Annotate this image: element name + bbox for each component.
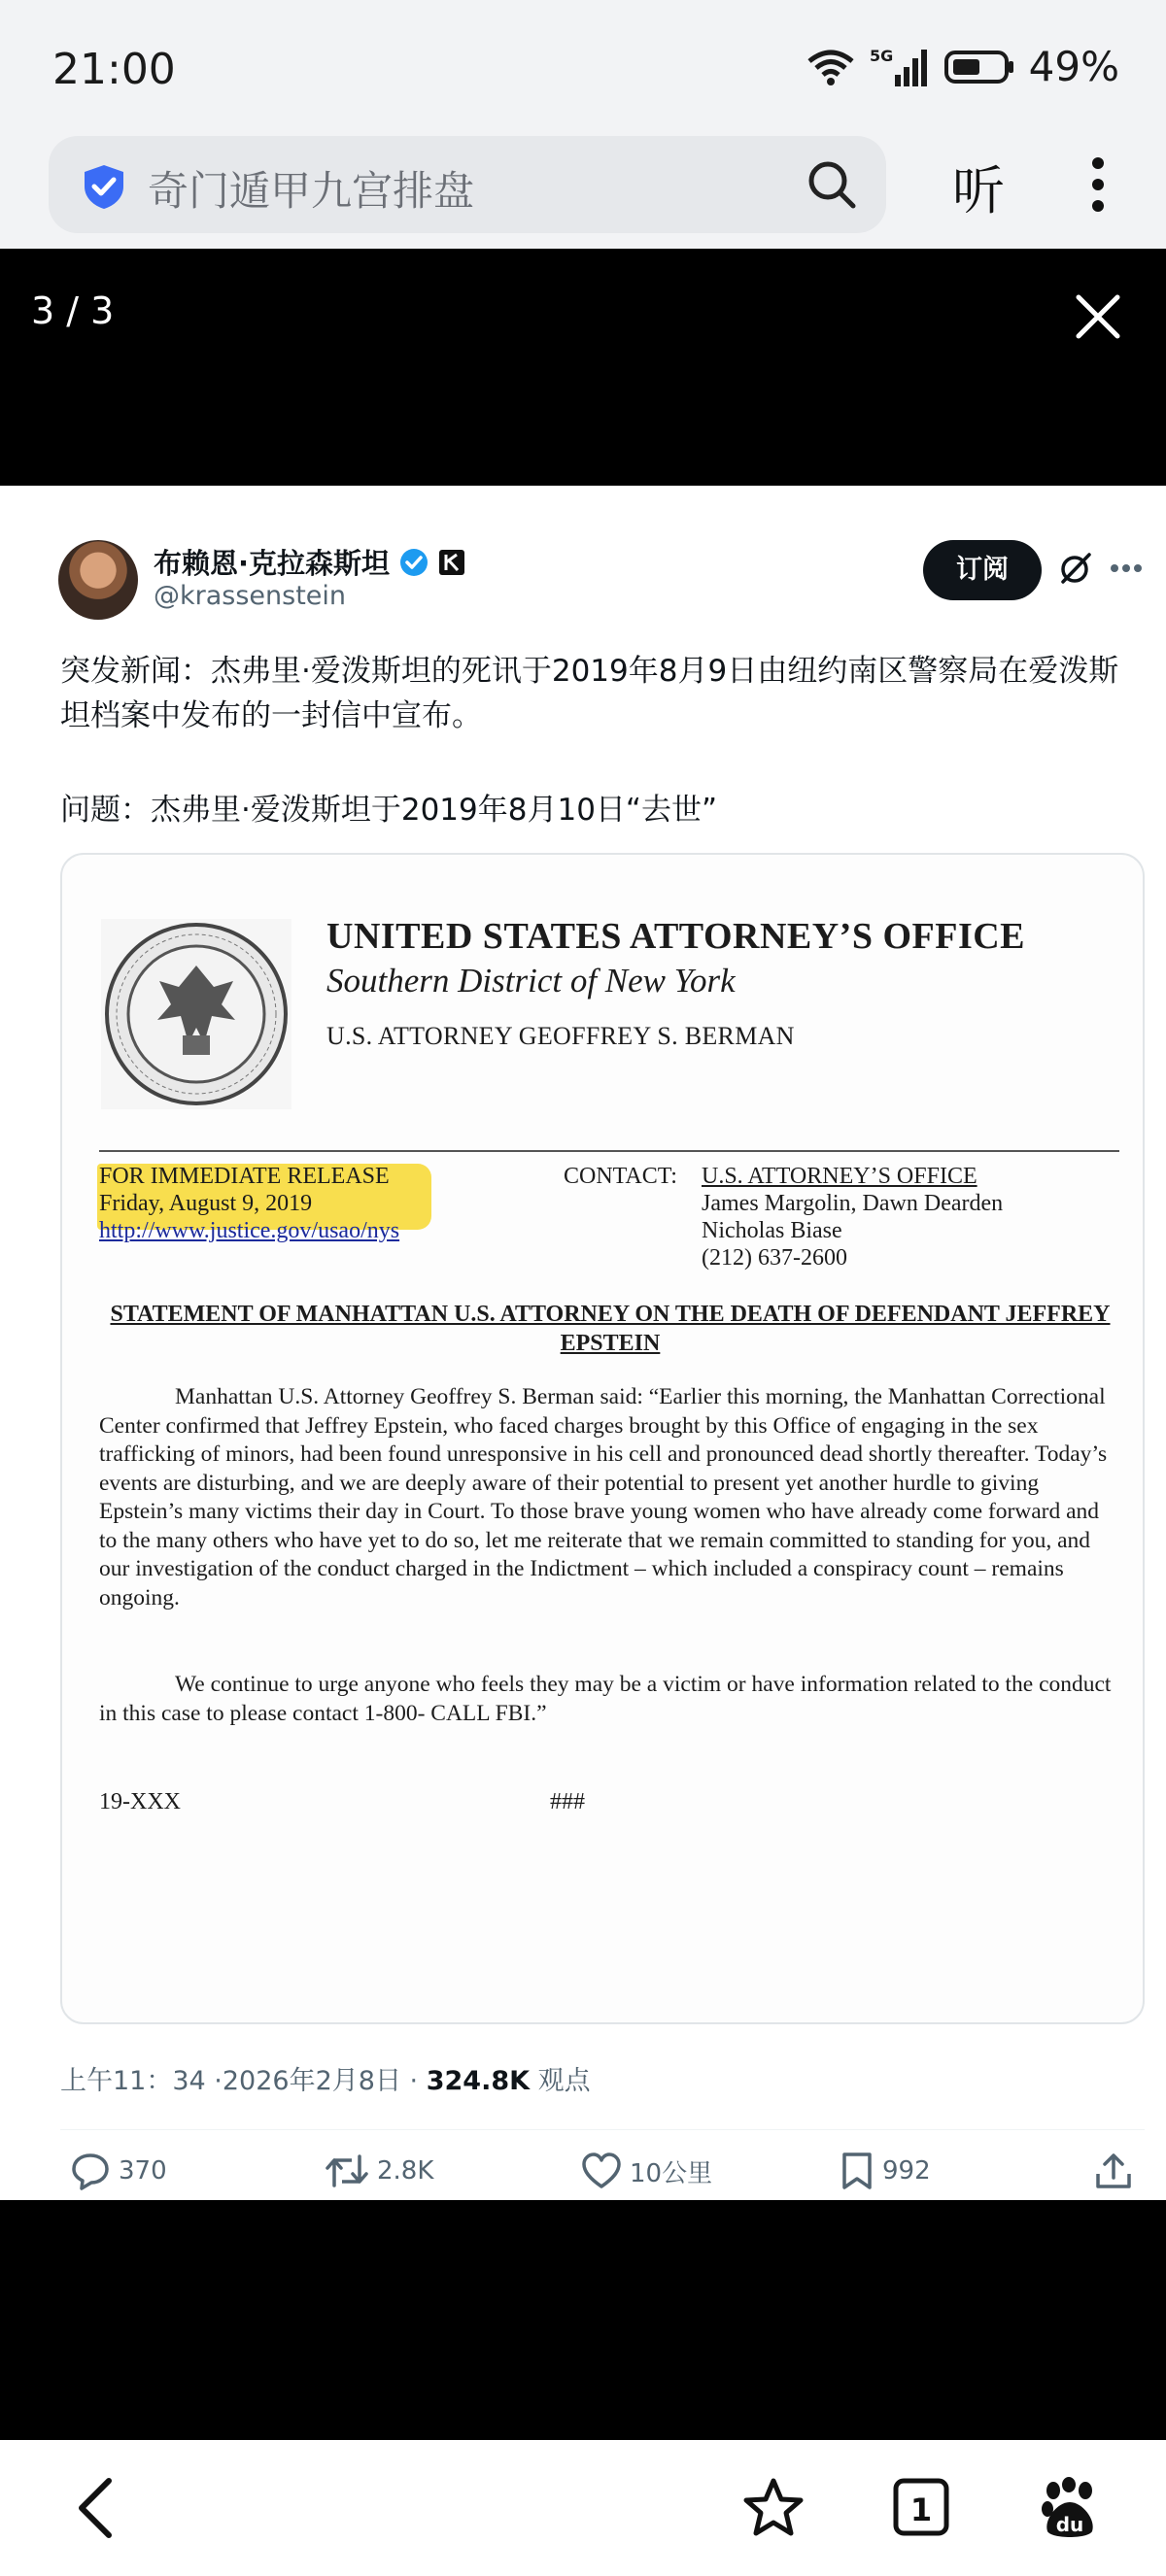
tweet-timestamp[interactable]: 上午11：34 ·2026年2月8日 · [60, 2066, 427, 2096]
cellular-signal-icon [870, 46, 930, 88]
contact-phone: (212) 637-2600 [702, 1245, 847, 1271]
battery-percent: 49% [1028, 43, 1119, 90]
reply-icon [70, 2151, 111, 2191]
statement-paragraph: We continue to urge anyone who feels they may be a victim or have information related to the conduct in this case to please contact 1-800- CALL FBI.” [99, 1672, 1112, 1726]
search-bar[interactable] [49, 136, 886, 233]
star-icon[interactable] [742, 2477, 805, 2539]
divider [99, 1150, 1119, 1152]
svg-text:du: du [1055, 2513, 1084, 2536]
retweet-count: 2.8K [377, 2156, 434, 2186]
release-date: Friday, August 9, 2019 [99, 1191, 313, 1216]
baidu-paw-icon[interactable] [1040, 2477, 1100, 2539]
svg-text:1: 1 [909, 2491, 933, 2528]
contact-office: U.S. ATTORNEY’S OFFICE [702, 1164, 977, 1189]
divider [60, 2129, 1145, 2130]
bookmark-button[interactable] [840, 2151, 931, 2191]
view-label: 观点 [530, 2066, 591, 2096]
status-icons [806, 43, 1119, 90]
shield-icon [82, 163, 126, 210]
bookmark-count: 992 [882, 2156, 931, 2186]
image-counter: 3 / 3 [31, 289, 115, 332]
grok-icon[interactable] [1059, 552, 1092, 585]
release-reference: 19-XXX [99, 1789, 181, 1814]
attached-document-image[interactable] [60, 853, 1145, 2024]
share-button[interactable] [1094, 2151, 1133, 2191]
contact-label: CONTACT: [564, 1164, 677, 1189]
reply-button[interactable] [70, 2151, 167, 2191]
author-handle[interactable]: @krassenstein [154, 581, 347, 611]
tweet-more-icon[interactable] [1110, 563, 1143, 573]
reply-count: 370 [119, 2156, 167, 2186]
verified-badge-icon [399, 548, 429, 577]
tweet-meta [60, 2059, 591, 2097]
search-query[interactable]: 奇门遁甲九宫排盘 [148, 167, 475, 215]
share-icon [1094, 2151, 1133, 2191]
tweet-question: 问题：杰弗里·爱泼斯坦于2019年8月10日“去世” [60, 793, 718, 828]
like-button[interactable] [581, 2151, 712, 2191]
view-count: 324.8K [426, 2066, 531, 2096]
attorney-line: U.S. ATTORNEY GEOFFREY S. BERMAN [326, 1022, 795, 1050]
office-subtitle: Southern District of New York [326, 962, 736, 1000]
doj-seal-icon [101, 919, 292, 1109]
like-count: 10公里 [630, 2158, 713, 2188]
heart-icon [581, 2151, 622, 2191]
status-bar [0, 0, 1166, 117]
listen-button[interactable]: 听 [952, 160, 1005, 221]
close-icon[interactable] [1073, 291, 1123, 342]
statement-paragraph: Manhattan U.S. Attorney Geoffrey S. Berman said: “Earlier this morning, the Manhattan Correctional Center confirmed that Jeffrey Epstein, who faced charges brought by this Office of engaging in the sex trafficking of minors, had been found unresponsive in his cell and pronounced dead shortly thereafter. Today’s events are disturbing, and we are deeply aware of their potential to present yet another hurdle to giving Epstein’s many victims their day in Court. To those brave young women who have already come forward and to the many others who have yet to do so, let me reiterate that we remain committed to standing for you, and our investigation of the conduct charged in the Indictment – which included a conspiracy count – remains ongoing. [99, 1384, 1108, 1610]
author-name[interactable]: 布赖恩·克拉森斯坦 [154, 547, 391, 580]
status-time: 21:00 [52, 45, 176, 94]
author-row[interactable] [154, 542, 465, 582]
tweet-actions [0, 2151, 1166, 2199]
more-options-icon[interactable] [1088, 155, 1108, 214]
tabs-icon[interactable] [892, 2477, 950, 2537]
retweet-button[interactable] [325, 2151, 433, 2191]
wifi-icon [806, 48, 856, 86]
release-url: http://www.justice.gov/usao/nys [99, 1218, 400, 1243]
office-title: UNITED STATES ATTORNEY’S OFFICE [326, 916, 1026, 957]
retweet-icon [325, 2151, 369, 2191]
affiliate-badge-icon [438, 549, 465, 576]
image-viewer-header [0, 249, 1166, 486]
contact-name: Nicholas Biase [702, 1218, 842, 1243]
svg-text:5G: 5G [869, 46, 893, 65]
release-line: FOR IMMEDIATE RELEASE [99, 1164, 390, 1189]
browser-chrome [0, 0, 1166, 249]
bookmark-icon [840, 2151, 874, 2191]
browser-bottom-nav [0, 2440, 1166, 2576]
statement-title: STATEMENT OF MANHATTAN U.S. ATTORNEY ON THE DEATH OF DEFENDANT JEFFREY EPSTEIN [110, 1302, 1111, 1356]
avatar[interactable] [58, 540, 138, 620]
subscribe-button[interactable]: 订阅 [923, 540, 1042, 600]
contact-names: James Margolin, Dawn Dearden [702, 1191, 1004, 1216]
end-marks: ### [550, 1789, 585, 1814]
back-icon[interactable] [74, 2477, 117, 2539]
tweet-text: 突发新闻：杰弗里·爱泼斯坦的死讯于2019年8月9日由纽约南区警察局在爱泼斯坦档案中发布的一封信中宣布。 [60, 654, 1119, 733]
battery-icon [943, 48, 1015, 86]
search-icon[interactable] [806, 159, 857, 210]
